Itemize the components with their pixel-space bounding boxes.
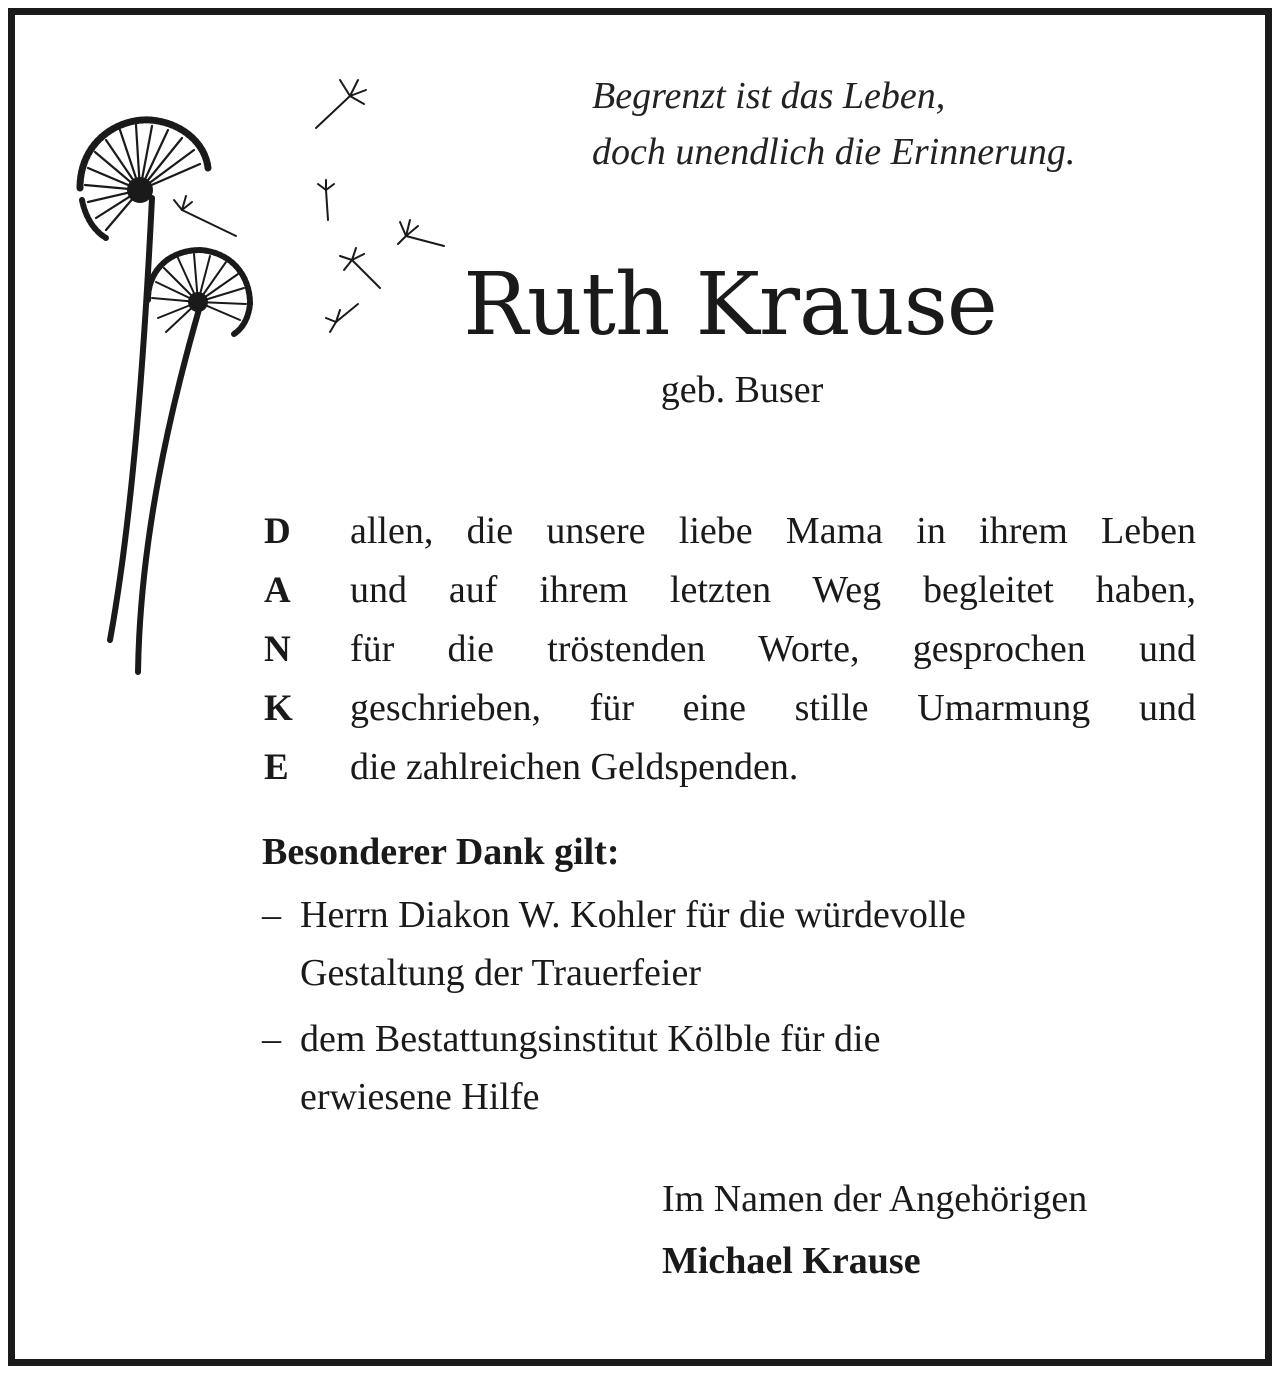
danke-acrostic <box>256 502 1196 797</box>
list-item-line: Herrn Diakon W. Kohler für die würdevolle <box>300 894 966 936</box>
deceased-name: Ruth Krause <box>463 255 997 355</box>
acrostic-letter: E <box>264 747 289 788</box>
motto-line-1: Begrenzt ist das Leben, <box>592 75 946 117</box>
special-thanks-heading: Besonderer Dank gilt: <box>262 831 620 873</box>
danke-row <box>256 738 1196 797</box>
danke-row <box>256 620 1196 679</box>
list-item-line: Gestaltung der Trauerfeier <box>300 952 701 994</box>
danke-text: allen, die unsere liebe Mama in ihrem Leben <box>350 510 1196 552</box>
dash-bullet: – <box>262 894 281 936</box>
motto-line-2: doch unendlich die Erinnerung. <box>592 131 1076 173</box>
list-item <box>262 886 1162 1002</box>
birth-name: geb. Buser <box>660 369 824 411</box>
acrostic-letter: N <box>264 629 291 670</box>
acrostic-letter: A <box>264 570 291 611</box>
signer-name: Michael Krause <box>662 1240 921 1282</box>
danke-text: die zahlreichen Geldspenden. <box>350 746 799 788</box>
signature-block <box>662 1168 1087 1292</box>
danke-row <box>256 561 1196 620</box>
list-item-line: dem Bestattungsinstitut Kölble für die <box>300 1018 881 1060</box>
memorial-motto <box>592 68 1075 180</box>
danke-text: und auf ihrem letzten Weg begleitet haben, <box>350 569 1196 611</box>
special-thanks-list <box>262 886 1162 1134</box>
dash-bullet: – <box>262 1018 281 1060</box>
list-item-line: erwiesene Hilfe <box>300 1076 540 1118</box>
on-behalf-line: Im Namen der Angehörigen <box>662 1178 1088 1220</box>
danke-row <box>256 679 1196 738</box>
acrostic-letter: K <box>264 688 293 729</box>
danke-row <box>256 502 1196 561</box>
list-item <box>262 1010 1162 1126</box>
danke-text: geschrieben, für eine stille Umarmung und <box>350 687 1196 729</box>
acrostic-letter: D <box>264 511 291 552</box>
danke-text: für die tröstenden Worte, gesprochen und <box>350 628 1196 670</box>
